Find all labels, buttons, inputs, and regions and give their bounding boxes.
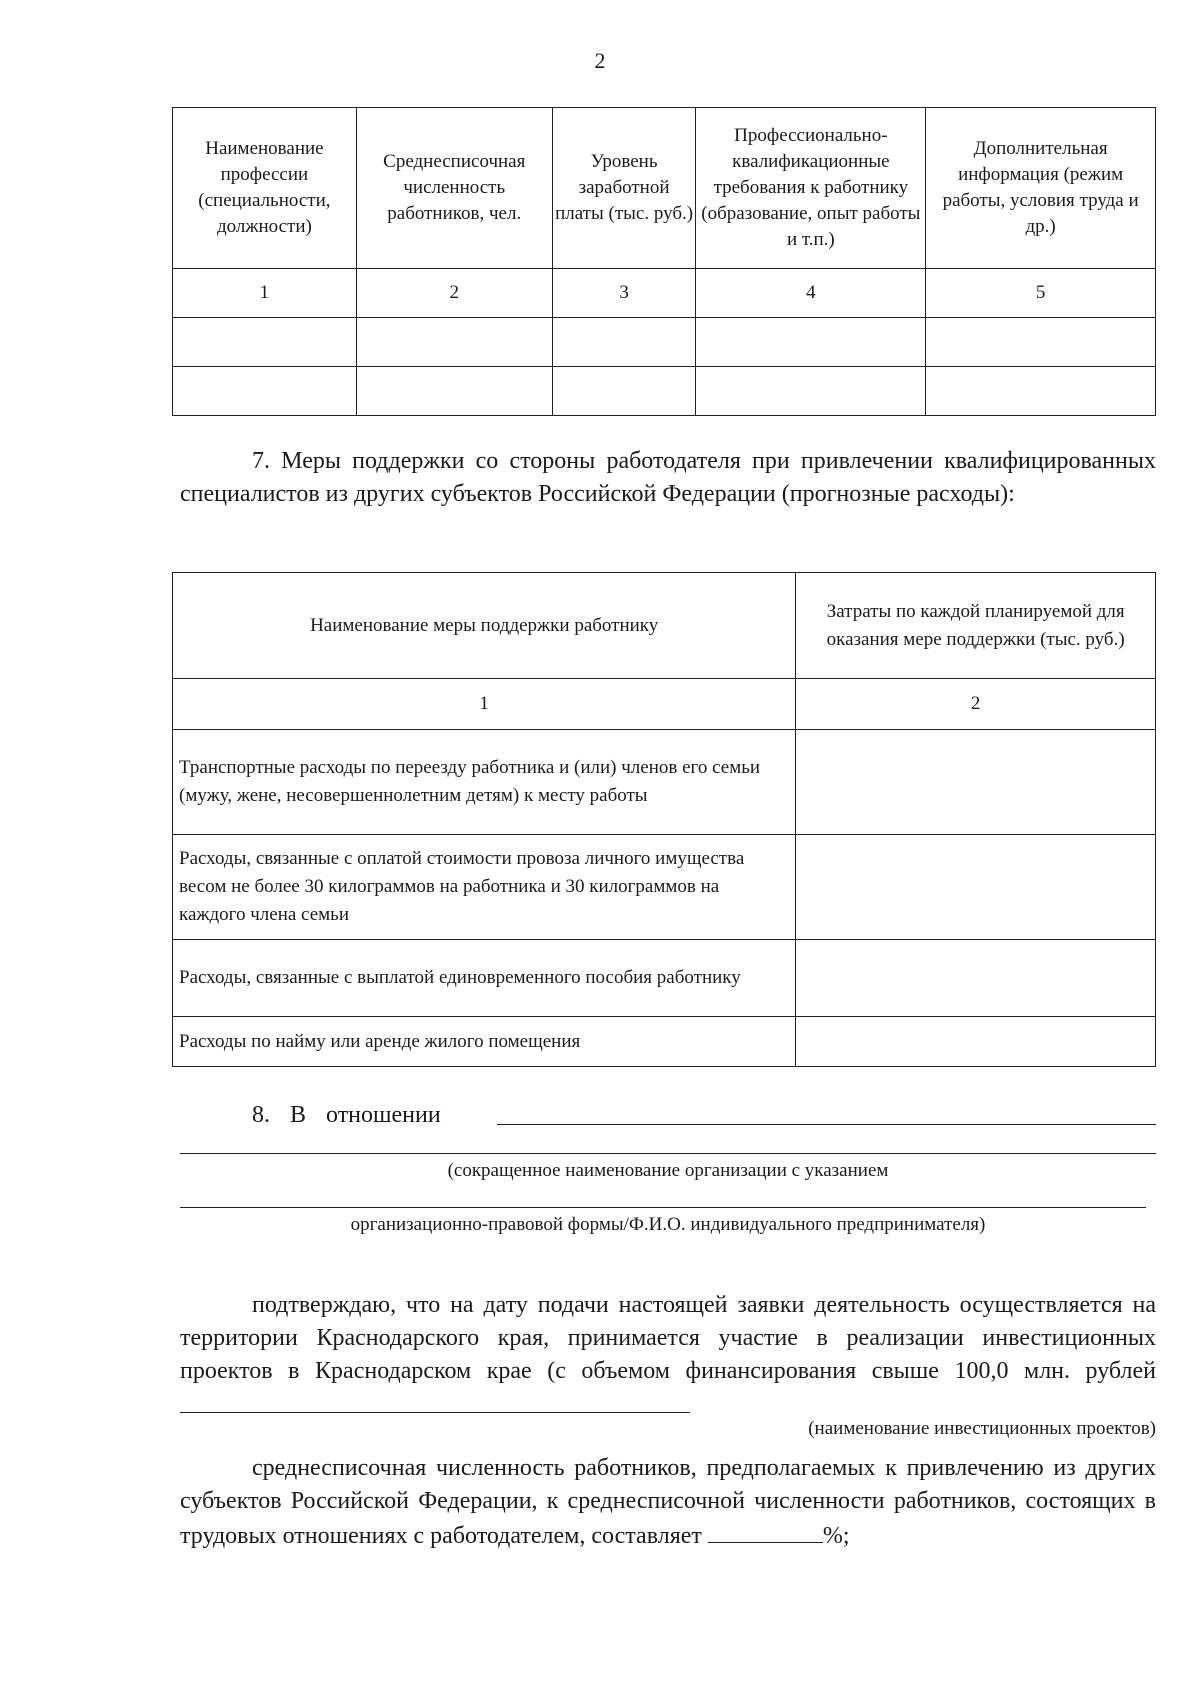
- section-7-text: 7. Меры поддержки со стороны работодателя при привлечении квалифицированных специалистов из других субъектов Российской Федерации (прогнозные расходы):: [180, 448, 1156, 507]
- empty-cell: [173, 367, 357, 416]
- headcount-text: среднесписочная численность работников, предполагаемых к привлечению из других субъектов Российской Федерации, к среднесписочной численности работников, состоящих в трудовых отношениях с работодателем, составляет: [180, 1455, 1156, 1549]
- empty-cell: [552, 367, 696, 416]
- cost-cell: [796, 730, 1156, 835]
- table-row: [173, 367, 1156, 416]
- professions-table: [172, 107, 1156, 416]
- empty-cell: [696, 318, 926, 367]
- col-header-salary: Уровень заработной платы (тыс. руб.): [552, 108, 696, 269]
- measure-housing: Расходы по найму или аренде жилого помещения: [173, 1017, 796, 1067]
- col-header-measure: Наименование меры поддержки работнику: [173, 573, 796, 679]
- column-number: 4: [696, 269, 926, 318]
- caption-projects: (наименование инвестиционных проектов): [808, 1418, 1156, 1439]
- column-number: 5: [926, 269, 1156, 318]
- fill-line: [497, 1124, 1156, 1125]
- column-number: 3: [552, 269, 696, 318]
- col-header-profession: Наименование профессии (специальности, должности): [173, 108, 357, 269]
- empty-cell: [552, 318, 696, 367]
- empty-cell: [926, 318, 1156, 367]
- measure-transport: Транспортные расходы по переезду работника и (или) членов его семьи (мужу, жене, несовершеннолетним детям) к месту работы: [173, 730, 796, 835]
- confirmation-paragraph: [180, 1289, 1156, 1423]
- col-header-headcount: Среднесписочная численность работников, чел.: [356, 108, 552, 269]
- fill-line: [180, 1153, 1156, 1154]
- empty-cell: [356, 367, 552, 416]
- column-number: 2: [356, 269, 552, 318]
- column-number: 2: [796, 679, 1156, 730]
- table-row: [173, 318, 1156, 367]
- empty-cell: [696, 367, 926, 416]
- headcount-paragraph: [180, 1452, 1156, 1553]
- section-8-intro: 8. В отношении: [252, 1102, 441, 1128]
- support-measures-table: [172, 572, 1156, 1067]
- caption-org-name: (сокращенное наименование организации с указанием: [447, 1160, 889, 1181]
- cost-cell: [796, 940, 1156, 1017]
- column-number: 1: [173, 269, 357, 318]
- col-header-additional-info: Дополнительная информация (режим работы, условия труда и др.): [926, 108, 1156, 269]
- empty-cell: [356, 318, 552, 367]
- projects-blank: [180, 1388, 690, 1413]
- empty-cell: [926, 367, 1156, 416]
- column-number: 1: [173, 679, 796, 730]
- table-row: [173, 940, 1156, 1017]
- table-row: [173, 730, 1156, 835]
- fill-line: [180, 1207, 1146, 1208]
- col-header-costs: Затраты по каждой планируемой для оказания мере поддержки (тыс. руб.): [796, 573, 1156, 679]
- cost-cell: [796, 835, 1156, 940]
- col-header-requirements: Профессионально-квалификационные требования к работнику (образование, опыт работы и т.п.): [696, 108, 926, 269]
- measure-lump-sum: Расходы, связанные с выплатой единовременного пособия работнику: [173, 940, 796, 1017]
- empty-cell: [173, 318, 357, 367]
- page-number: 2: [594, 48, 606, 73]
- percent-blank: [708, 1518, 823, 1543]
- confirmation-text: подтверждаю, что на дату подачи настоящей заявки деятельность осуществляется на территории Краснодарского края, принимается участие в реализации инвестиционных проектов в Краснодарском крае (с объемом финансирования свыше 100,0 млн. рублей: [180, 1292, 1156, 1384]
- table-row: [173, 1017, 1156, 1067]
- measure-property-transport: Расходы, связанные с оплатой стоимости провоза личного имущества весом не более 30 килограммов на работника и 30 килограммов на каждого члена семьи: [173, 835, 796, 940]
- table-row: [173, 835, 1156, 940]
- percent-suffix: %;: [822, 1523, 850, 1549]
- cost-cell: [796, 1017, 1156, 1067]
- caption-org-form: организационно-правовой формы/Ф.И.О. индивидуального предпринимателя): [350, 1214, 986, 1235]
